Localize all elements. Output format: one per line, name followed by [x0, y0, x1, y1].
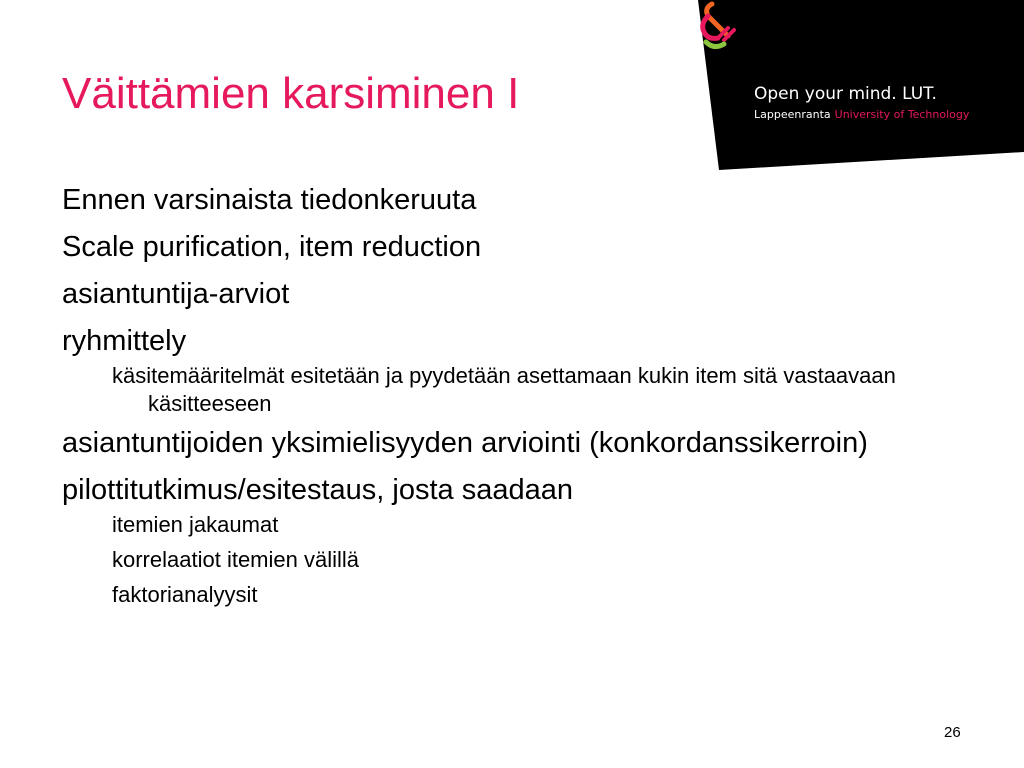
lut-tagline: Open your mind. LUT. [754, 84, 937, 104]
ampersand-logo-icon [698, 0, 738, 52]
lut-banner [698, 0, 1024, 172]
bullet-item: Scale purification, item reduction [62, 231, 482, 263]
bullet-item: pilottitutkimus/esitestaus, josta saadaan [62, 474, 573, 506]
bullet-item: ryhmittely [62, 325, 187, 357]
university-label: University of Technology [834, 108, 970, 121]
sub-bullet-item: korrelaatiot itemien välillä [112, 547, 359, 572]
sub-bullet-item: käsitemääritelmät esitetään ja pyydetään asettamaan kukin item sitä vastaavaan käsitteeseen [112, 363, 896, 416]
sub-bullet-item: itemien jakaumat [112, 512, 279, 537]
page-number: 26 [944, 724, 961, 741]
bullet-list [62, 182, 962, 616]
slide-title: Väittämien karsiminen I [62, 69, 520, 118]
bullet-item: Ennen varsinaista tiedonkeruuta [62, 184, 477, 216]
university-name [754, 108, 969, 122]
bullet-item: asiantuntija-arviot [62, 278, 290, 310]
sub-bullet-item: faktorianalyysit [112, 582, 258, 607]
bullet-item: asiantuntijoiden yksimielisyyden arviointi (konkordanssikerroin) [62, 427, 868, 459]
university-city: Lappeenranta [754, 108, 831, 121]
